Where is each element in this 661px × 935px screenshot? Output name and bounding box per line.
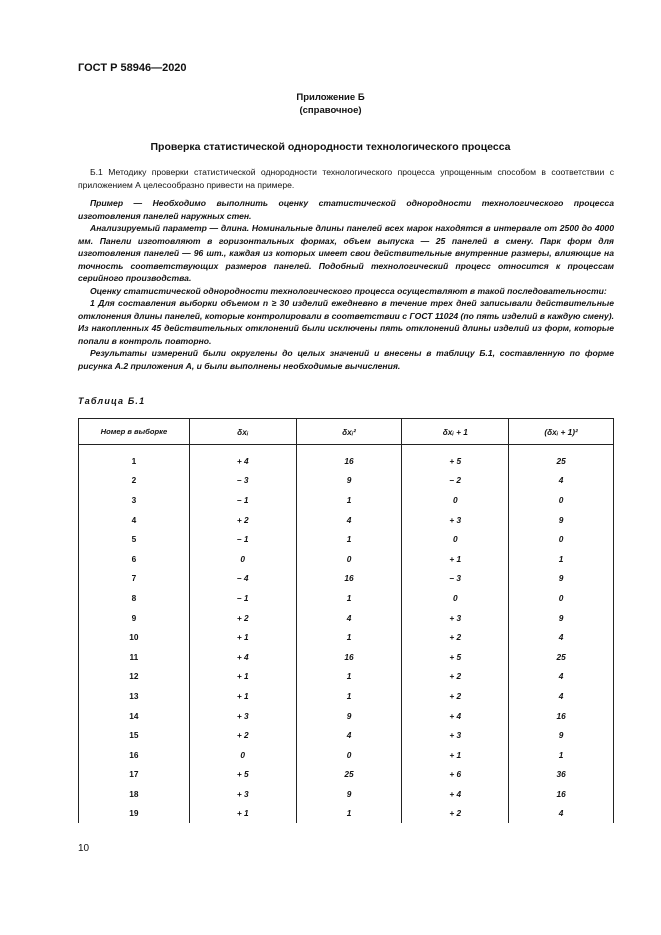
cell-deviation: + 1 xyxy=(189,686,296,706)
table-row xyxy=(79,647,614,667)
cell-deviation-squared: 16 xyxy=(296,445,402,471)
cell-deviation-plus-one: 0 xyxy=(402,529,509,549)
cell-deviation-squared: 0 xyxy=(296,745,402,765)
cell-sample-number: 17 xyxy=(79,765,190,785)
table-row xyxy=(79,667,614,687)
cell-deviation: + 5 xyxy=(189,765,296,785)
cell-deviation-squared: 4 xyxy=(296,608,402,628)
table-row xyxy=(79,804,614,824)
cell-deviation-plus-one: 0 xyxy=(402,490,509,510)
cell-sample-number: 1 xyxy=(79,445,190,471)
cell-deviation-squared: 1 xyxy=(296,667,402,687)
cell-sample-number: 11 xyxy=(79,647,190,667)
cell-sample-number: 5 xyxy=(79,529,190,549)
cell-deviation-plus-one-squared: 9 xyxy=(509,569,614,589)
cell-deviation-plus-one: + 1 xyxy=(402,745,509,765)
table-row xyxy=(79,490,614,510)
example-paragraph-2: Анализируемый параметр — длина. Номинальные длины панелей всех марок находятся в интервале от 2500 до 4000 мм. Панели изготовляют в горизонтальных формах, объем выпуска — 25 панелей в смену. Парк форм для изготовления панелей — 96 шт., каждая из которых имеет свои действительные внутренние размеры, влияющие на точность соответствующих размеров панелей. Подобный технологический процесс относится к процессам серийного производства. xyxy=(78,223,614,283)
cell-deviation-squared: 25 xyxy=(296,765,402,785)
cell-deviation-squared: 1 xyxy=(296,686,402,706)
table-row xyxy=(79,549,614,569)
document-code: ГОСТ Р 58946—2020 xyxy=(78,62,187,74)
cell-deviation: + 1 xyxy=(189,804,296,824)
cell-deviation-squared: 1 xyxy=(296,588,402,608)
cell-deviation-plus-one-squared: 0 xyxy=(509,588,614,608)
table-row xyxy=(79,608,614,628)
cell-deviation: + 4 xyxy=(189,445,296,471)
cell-deviation: + 2 xyxy=(189,608,296,628)
cell-deviation-squared: 4 xyxy=(296,725,402,745)
cell-deviation-plus-one: + 4 xyxy=(402,706,509,726)
cell-deviation: + 2 xyxy=(189,510,296,530)
table-header-row xyxy=(79,419,614,445)
cell-deviation-plus-one: + 2 xyxy=(402,667,509,687)
cell-deviation-plus-one: – 3 xyxy=(402,569,509,589)
column-header-sample-number: Номер в выборке xyxy=(79,419,190,445)
cell-sample-number: 6 xyxy=(79,549,190,569)
cell-sample-number: 8 xyxy=(79,588,190,608)
intro-paragraph xyxy=(78,166,614,191)
data-table xyxy=(78,418,614,823)
table-row xyxy=(79,686,614,706)
cell-sample-number: 3 xyxy=(79,490,190,510)
cell-deviation: – 3 xyxy=(189,471,296,491)
table-row xyxy=(79,445,614,471)
cell-deviation-plus-one: + 2 xyxy=(402,627,509,647)
cell-sample-number: 12 xyxy=(79,667,190,687)
table-row xyxy=(79,745,614,765)
page-number: 10 xyxy=(78,843,90,854)
cell-deviation-squared: 1 xyxy=(296,804,402,824)
cell-sample-number: 10 xyxy=(79,627,190,647)
cell-deviation-squared: 0 xyxy=(296,549,402,569)
cell-deviation-plus-one: + 1 xyxy=(402,549,509,569)
cell-deviation-plus-one: + 2 xyxy=(402,686,509,706)
cell-deviation-plus-one-squared: 0 xyxy=(509,490,614,510)
cell-deviation-squared: 4 xyxy=(296,510,402,530)
example-block xyxy=(78,197,614,372)
example-paragraph-1: Пример — Необходимо выполнить оценку статистической однородности технологического процесса изготовления панелей наружных стен. xyxy=(78,198,614,221)
cell-deviation-plus-one-squared: 4 xyxy=(509,686,614,706)
cell-deviation-plus-one-squared: 16 xyxy=(509,784,614,804)
cell-deviation: 0 xyxy=(189,745,296,765)
cell-deviation-plus-one: + 6 xyxy=(402,765,509,785)
table-caption: Таблица Б.1 xyxy=(78,396,146,406)
cell-sample-number: 4 xyxy=(79,510,190,530)
cell-deviation-plus-one-squared: 1 xyxy=(509,745,614,765)
cell-deviation-plus-one: – 2 xyxy=(402,471,509,491)
cell-deviation-plus-one: + 2 xyxy=(402,804,509,824)
cell-deviation-squared: 1 xyxy=(296,529,402,549)
cell-deviation: – 1 xyxy=(189,490,296,510)
section-title: Проверка статистической однородности технологического процесса xyxy=(150,141,511,153)
cell-deviation-plus-one-squared: 9 xyxy=(509,725,614,745)
cell-deviation-plus-one-squared: 25 xyxy=(509,445,614,471)
example-paragraph-5: Результаты измерений были округлены до целых значений и внесены в таблицу Б.1, составленную по форме рисунка А.2 приложения А, и были выполнены необходимые вычисления. xyxy=(78,348,614,371)
cell-deviation-plus-one-squared: 1 xyxy=(509,549,614,569)
table-row xyxy=(79,765,614,785)
cell-deviation-squared: 9 xyxy=(296,471,402,491)
table-row xyxy=(79,627,614,647)
table-row xyxy=(79,725,614,745)
cell-deviation: + 3 xyxy=(189,784,296,804)
cell-deviation: – 1 xyxy=(189,529,296,549)
cell-sample-number: 9 xyxy=(79,608,190,628)
cell-deviation: + 3 xyxy=(189,706,296,726)
cell-deviation-plus-one-squared: 9 xyxy=(509,608,614,628)
column-header-deviation-plus-one: δxᵢ + 1 xyxy=(402,419,509,445)
cell-deviation-plus-one-squared: 25 xyxy=(509,647,614,667)
cell-deviation-squared: 1 xyxy=(296,627,402,647)
cell-sample-number: 14 xyxy=(79,706,190,726)
appendix-label: Приложение Б xyxy=(296,92,365,103)
cell-deviation: – 4 xyxy=(189,569,296,589)
cell-deviation-plus-one-squared: 4 xyxy=(509,804,614,824)
appendix-type: (справочное) xyxy=(299,105,362,116)
cell-deviation-squared: 16 xyxy=(296,569,402,589)
table-row xyxy=(79,784,614,804)
cell-deviation: + 4 xyxy=(189,647,296,667)
cell-deviation-plus-one-squared: 9 xyxy=(509,510,614,530)
column-header-deviation: δxᵢ xyxy=(189,419,296,445)
cell-deviation-plus-one: + 3 xyxy=(402,510,509,530)
cell-deviation-plus-one: + 5 xyxy=(402,445,509,471)
cell-deviation-plus-one: + 4 xyxy=(402,784,509,804)
table-row xyxy=(79,588,614,608)
cell-deviation-plus-one-squared: 16 xyxy=(509,706,614,726)
cell-sample-number: 19 xyxy=(79,804,190,824)
cell-deviation-plus-one-squared: 0 xyxy=(509,529,614,549)
column-header-deviation-plus-one-squared: (δxᵢ + 1)² xyxy=(509,419,614,445)
cell-sample-number: 7 xyxy=(79,569,190,589)
cell-deviation-plus-one: + 3 xyxy=(402,725,509,745)
cell-deviation-squared: 9 xyxy=(296,784,402,804)
cell-deviation: + 1 xyxy=(189,627,296,647)
cell-deviation-plus-one: 0 xyxy=(402,588,509,608)
cell-deviation-squared: 16 xyxy=(296,647,402,667)
table-row xyxy=(79,471,614,491)
cell-deviation-plus-one-squared: 4 xyxy=(509,471,614,491)
intro-text: Б.1 Методику проверки статистической однородности технологического процесса упрощенным способом в соответствии с приложением А целесообразно привести на примере. xyxy=(78,167,614,190)
table-row xyxy=(79,510,614,530)
cell-deviation: – 1 xyxy=(189,588,296,608)
example-paragraph-3: Оценку статистической однородности технологического процесса осуществляют в такой последовательности: xyxy=(90,285,607,296)
cell-deviation-plus-one-squared: 4 xyxy=(509,667,614,687)
cell-sample-number: 18 xyxy=(79,784,190,804)
cell-sample-number: 16 xyxy=(79,745,190,765)
cell-deviation: 0 xyxy=(189,549,296,569)
table-row xyxy=(79,706,614,726)
cell-deviation-plus-one-squared: 36 xyxy=(509,765,614,785)
cell-sample-number: 13 xyxy=(79,686,190,706)
cell-sample-number: 15 xyxy=(79,725,190,745)
cell-deviation: + 1 xyxy=(189,667,296,687)
cell-deviation-plus-one: + 3 xyxy=(402,608,509,628)
cell-deviation-plus-one: + 5 xyxy=(402,647,509,667)
cell-deviation-plus-one-squared: 4 xyxy=(509,627,614,647)
example-paragraph-4: 1 Для составления выборки объемом n ≥ 30 изделий ежедневно в течение трех дней записывали действительные отклонения длины панелей, которые контролировали в соответствии с ГОСТ 11024 (по пять изделий в каждую смену). Из накопленных 45 действительных отклонений были исключены пять отклонений длины изделий из форм, которые попали в контроль повторно. xyxy=(78,298,614,346)
cell-sample-number: 2 xyxy=(79,471,190,491)
cell-deviation-squared: 1 xyxy=(296,490,402,510)
table-row xyxy=(79,529,614,549)
cell-deviation-squared: 9 xyxy=(296,706,402,726)
cell-deviation: + 2 xyxy=(189,725,296,745)
column-header-deviation-squared: δxᵢ² xyxy=(296,419,402,445)
table-row xyxy=(79,569,614,589)
